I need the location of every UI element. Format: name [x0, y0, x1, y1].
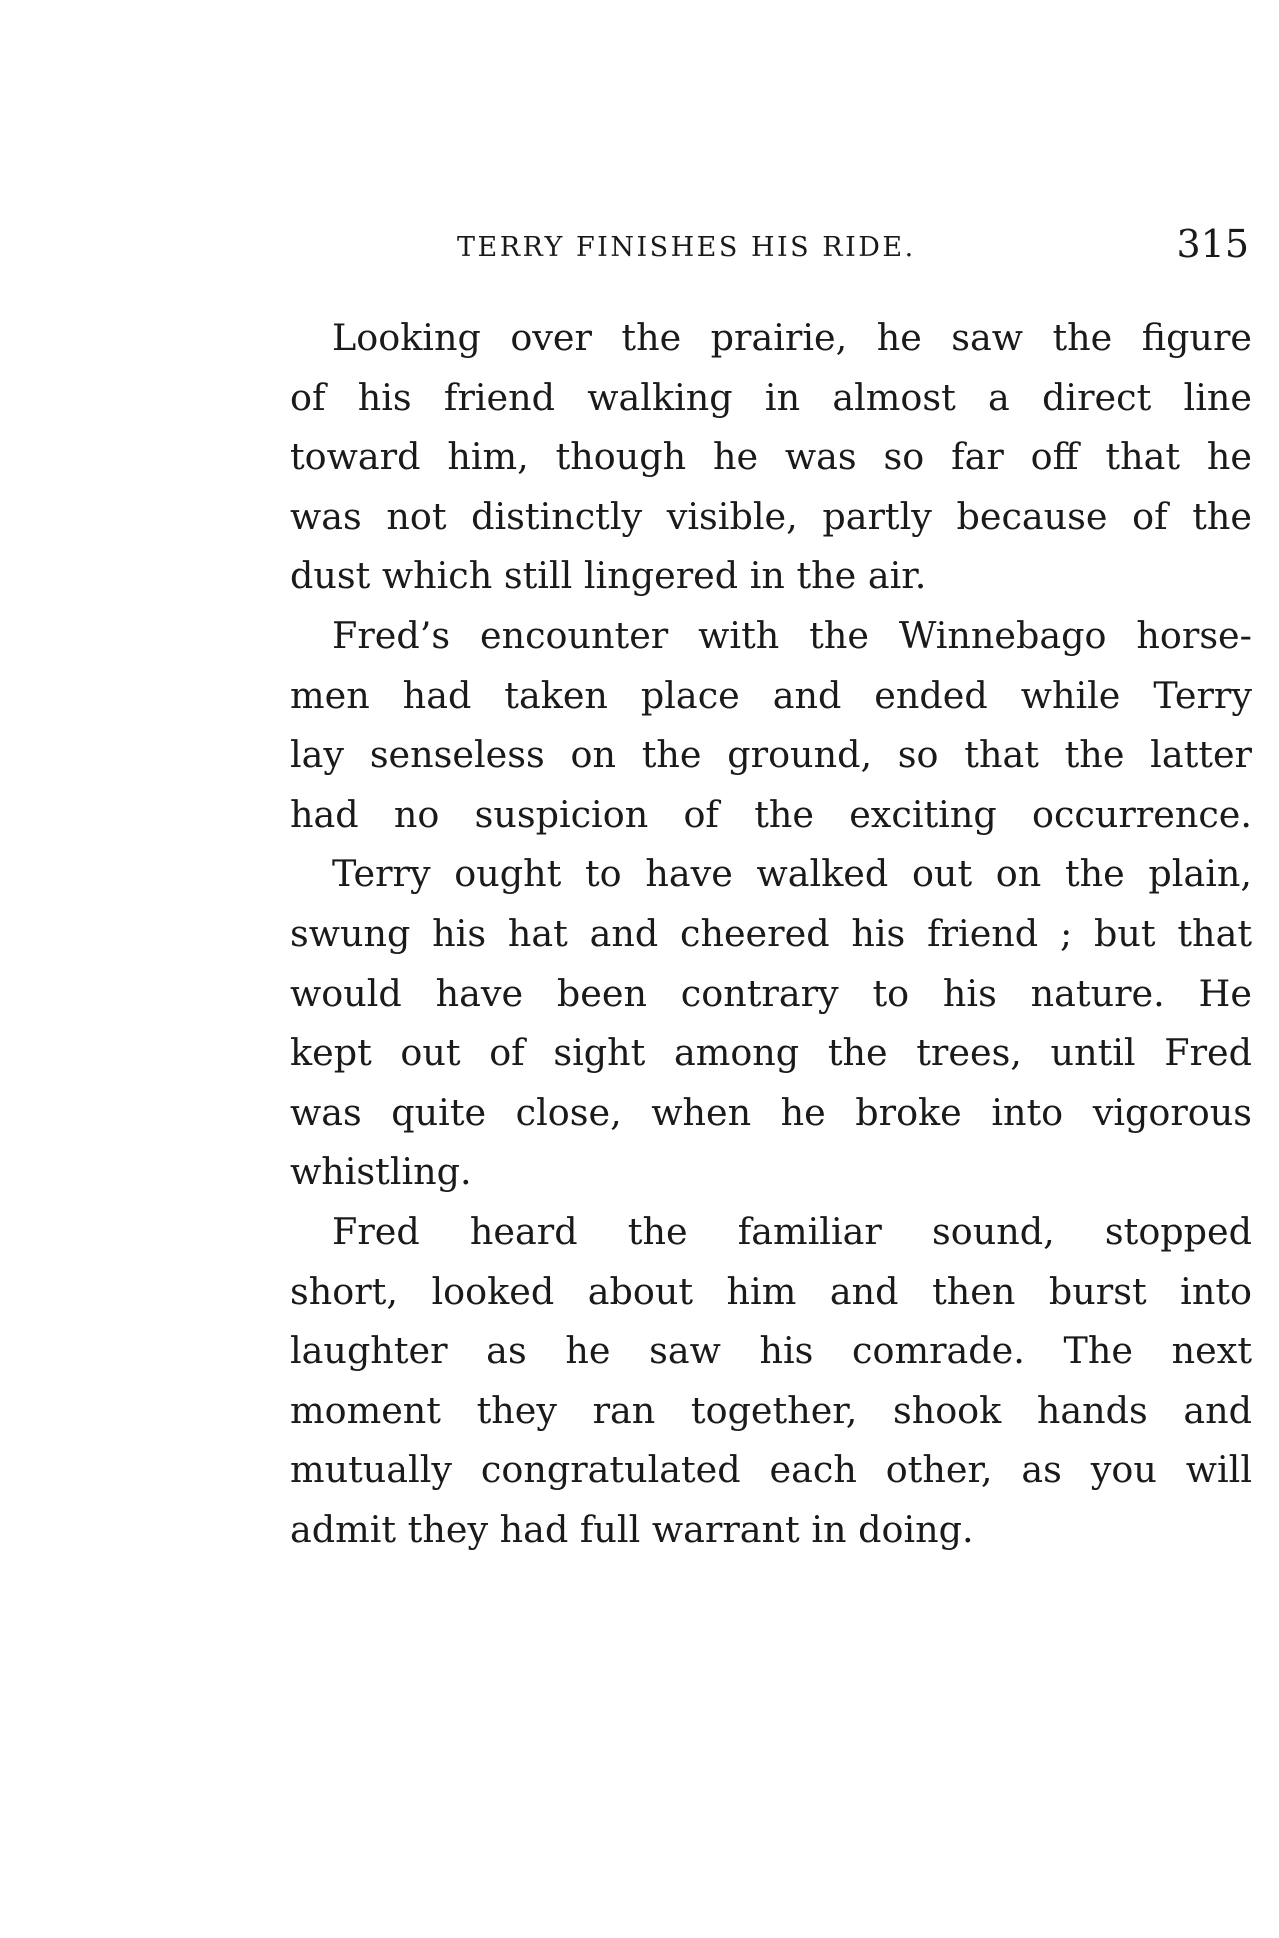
text-line: dust which still lingered in the air. [290, 554, 927, 598]
paragraph-1 [290, 308, 1252, 606]
text-line: Fred heard the familiar sound, stopped [332, 1209, 1252, 1253]
text-line: was not distinctly visible, partly because of the [290, 494, 1252, 538]
running-head [0, 222, 1279, 282]
running-title: TERRY FINISHES HIS RIDE. [457, 232, 916, 263]
text-line: would have been contrary to his nature. He [290, 971, 1252, 1015]
text-line: mutually congratulated each other, as you will [290, 1448, 1252, 1492]
text-line: had no suspicion of the exciting occurrence. [290, 792, 1252, 836]
paragraph-4 [290, 1202, 1252, 1560]
text-line: moment they ran together, shook hands and [290, 1388, 1252, 1432]
text-line: laughter as he saw his comrade. The next [290, 1329, 1252, 1373]
text-line: of his friend walking in almost a direct line [290, 375, 1252, 419]
text-line: men had taken place and ended while Terry [290, 673, 1252, 717]
text-line: Fred’s encounter with the Winnebago horse- [332, 613, 1252, 657]
text-line: whistling. [290, 1150, 472, 1194]
text-line: Looking over the prairie, he saw the figure [332, 316, 1252, 359]
page-number: 315 [1176, 222, 1249, 266]
paragraph-3 [290, 844, 1252, 1202]
body-text [290, 308, 1252, 1559]
text-line: kept out of sight among the trees, until Fred [290, 1031, 1252, 1075]
text-line: admit they had full warrant in doing. [290, 1507, 974, 1551]
text-line: was quite close, when he broke into vigorous [290, 1090, 1252, 1134]
text-line: swung his hat and cheered his friend ; but that [290, 911, 1252, 955]
paragraph-2 [290, 606, 1252, 844]
text-line: toward him, though he was so far off that he [290, 435, 1252, 479]
text-line: Terry ought to have walked out on the plain, [332, 852, 1252, 896]
text-line: short, looked about him and then burst into [290, 1269, 1252, 1313]
text-line: lay senseless on the ground, so that the latter [290, 733, 1252, 777]
